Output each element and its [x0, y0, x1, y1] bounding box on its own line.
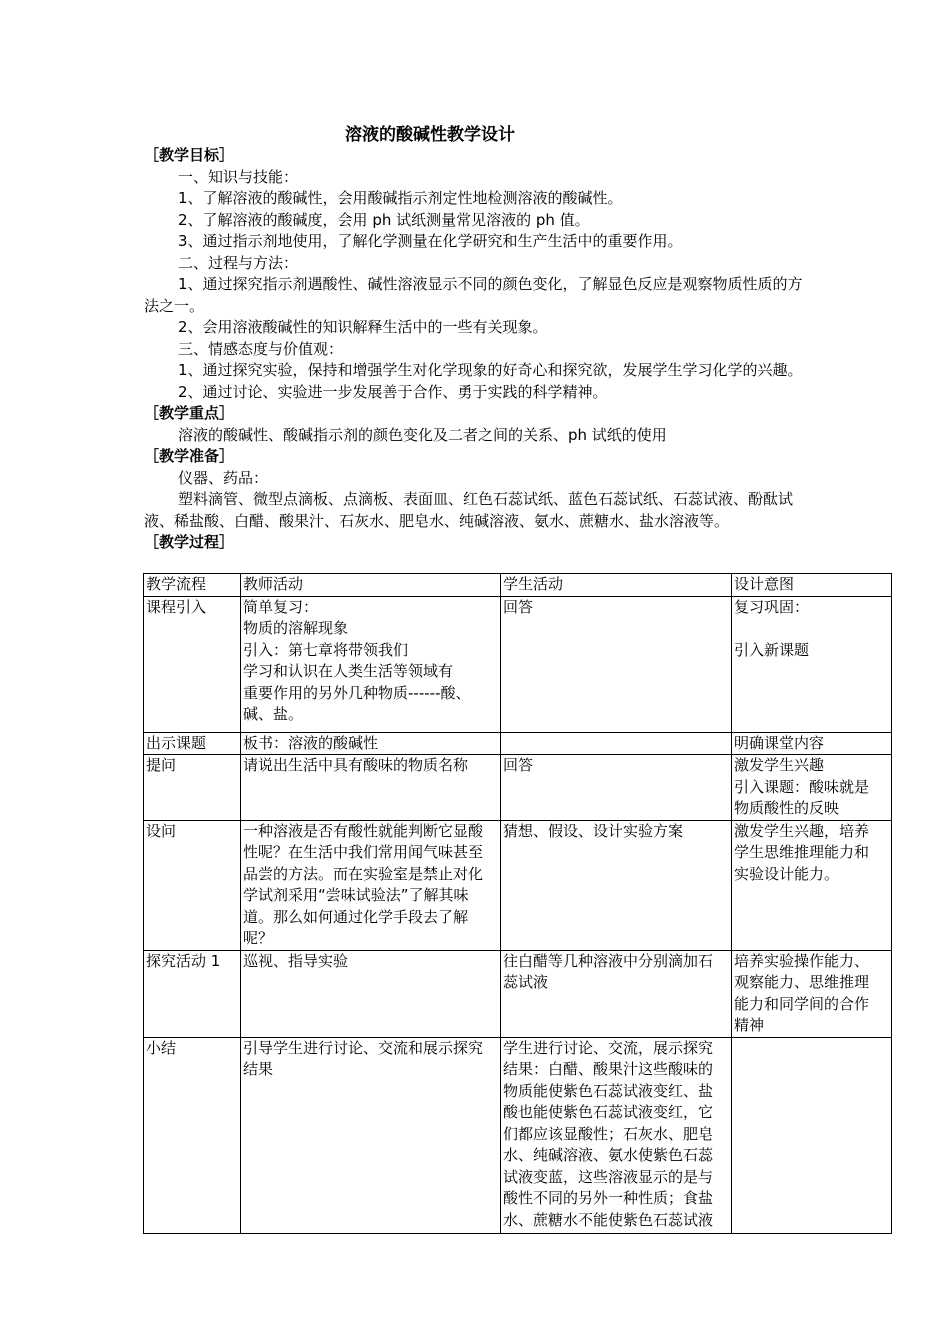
- cell-student-line: 们都应该显酸性；石灰水、肥皂: [503, 1124, 714, 1143]
- cell-teacher-line: 呢？: [243, 929, 274, 947]
- table-row: [144, 820, 892, 950]
- table-row: [144, 755, 892, 821]
- focus-text: 溶液的酸碱性、酸碱指示剂的颜色变化及二者之间的关系、ph 试纸的使用: [178, 425, 667, 444]
- cell-teacher-line: 物质的溶解现象: [243, 619, 349, 637]
- goal-heading: 一、知识与技能：: [178, 167, 299, 186]
- cell-intent-line: 学生思维推理能力和: [734, 843, 870, 861]
- process-label: ［教学过程］: [144, 533, 235, 551]
- cell-flow: 提问: [144, 755, 241, 821]
- cell-student-line: 酸也能使紫色石蕊试液变红，它: [503, 1103, 714, 1121]
- goal-item: 1、通过探究指示剂遇酸性、碱性溶液显示不同的颜色变化，了解显色反应是观察物质性质的方法之一。: [144, 275, 803, 315]
- cell-student-line: 回答: [503, 597, 534, 616]
- cell-flow: 出示课题: [144, 732, 241, 755]
- table-row: [144, 596, 892, 732]
- cell-intent-line: 复习巩固：: [734, 597, 810, 616]
- cell-student-line: 蕊试液: [503, 973, 549, 991]
- cell-student: [501, 732, 732, 755]
- goal-item: 1、通过探究实验，保持和增强学生对化学现象的好奇心和探究欲，发展学生学习化学的兴趣。: [178, 361, 803, 379]
- cell-student-line: 往白醋等几种溶液中分别滴加石: [503, 951, 714, 970]
- cell-teacher-line: 板书：溶液的酸碱性: [243, 733, 379, 752]
- cell-intent-line: 精神: [734, 1016, 765, 1034]
- cell-student: [501, 596, 732, 732]
- cell-teacher-line: 一种溶液是否有酸性就能判断它显酸: [243, 821, 484, 840]
- table-row: [144, 1037, 892, 1233]
- cell-teacher: [241, 1037, 501, 1233]
- cell-student-line: 猜想、假设、设计实验方案: [503, 821, 684, 840]
- header-intent: 设计意图: [732, 574, 892, 597]
- cell-intent-line: [734, 618, 889, 640]
- cell-intent-line: 明确课堂内容: [734, 733, 825, 752]
- cell-student: [501, 1037, 732, 1233]
- header-teacher: 教师活动: [241, 574, 501, 597]
- cell-teacher: [241, 950, 501, 1037]
- cell-flow: 课程引入: [144, 596, 241, 732]
- cell-student-line: 回答: [503, 756, 534, 774]
- prep-text: 塑料滴管、微型点滴板、点滴板、表面皿、红色石蕊试纸、蓝色石蕊试纸、石蕊试液、酚酞试液、稀盐酸、白醋、酸果汁、石灰水、肥皂水、纯碱溶液、氨水、蔗糖水、盐水溶液等。: [144, 490, 794, 530]
- cell-teacher: [241, 732, 501, 755]
- cell-intent-line: 激发学生兴趣，培养: [734, 821, 870, 840]
- cell-teacher-line: 巡视、指导实验: [243, 951, 349, 970]
- cell-student: [501, 820, 732, 950]
- cell-flow: 设问: [144, 820, 241, 950]
- goals-section: [144, 145, 804, 554]
- cell-student-line: [503, 733, 729, 755]
- cell-student-line: 水、纯碱溶液、氨水使紫色石蕊: [503, 1146, 714, 1164]
- goal-item: 2、通过讨论、实验进一步发展善于合作、勇于实践的科学精神。: [178, 382, 608, 401]
- cell-intent-line: 引入课题：酸味就是: [734, 777, 870, 796]
- cell-student-line: 酸性不同的另外一种性质；食盐: [503, 1189, 714, 1207]
- cell-teacher: [241, 755, 501, 821]
- goal-item: 2、了解溶液的酸碱度，会用 ph 试纸测量常见溶液的 ph 值。: [178, 210, 590, 229]
- cell-teacher-line: 结果: [243, 1060, 274, 1078]
- cell-student-line: 水、蔗糖水不能使紫色石蕊试液: [503, 1210, 714, 1229]
- cell-intent-line: 实验设计能力。: [734, 864, 840, 883]
- table-header-row: [144, 574, 892, 597]
- cell-teacher-line: 重要作用的另外几种物质------酸、: [243, 683, 471, 702]
- goal-item: 3、通过指示剂地使用，了解化学测量在化学研究和生产生活中的重要作用。: [178, 232, 683, 250]
- cell-teacher-line: 请说出生活中具有酸味的物质名称: [243, 756, 469, 774]
- focus-label: ［教学重点］: [144, 404, 235, 422]
- cell-intent-line: 培养实验操作能力、: [734, 951, 870, 970]
- cell-intent: [732, 755, 892, 821]
- cell-intent: [732, 732, 892, 755]
- cell-intent-line: 激发学生兴趣: [734, 756, 825, 774]
- prep-label: ［教学准备］: [144, 447, 235, 465]
- cell-teacher-line: 引入：第七章将带领我们: [243, 640, 409, 659]
- cell-teacher-line: 品尝的方法。而在实验室是禁止对化: [243, 864, 484, 883]
- cell-student: [501, 950, 732, 1037]
- cell-intent: [732, 950, 892, 1037]
- cell-teacher: [241, 820, 501, 950]
- cell-teacher-line: 性呢？在生活中我们常用闻气味甚至: [243, 843, 484, 861]
- cell-student-line: 结果：白醋、酸果汁这些酸味的: [503, 1060, 714, 1078]
- cell-teacher-line: 学习和认识在人类生活等领域有: [243, 662, 454, 680]
- process-table: [143, 573, 892, 1234]
- cell-flow: 探究活动 1: [144, 950, 241, 1037]
- goal-item: 1、了解溶液的酸碱性，会用酸碱指示剂定性地检测溶液的酸碱性。: [178, 189, 623, 207]
- cell-intent: [732, 596, 892, 732]
- cell-intent-line: [734, 1038, 889, 1060]
- cell-teacher: [241, 596, 501, 732]
- goal-item: 2、会用溶液酸碱性的知识解释生活中的一些有关现象。: [178, 318, 548, 336]
- goals-label: ［教学目标］: [144, 146, 235, 164]
- cell-teacher-line: 学试剂采用“尝味试验法”了解其味: [243, 886, 469, 904]
- cell-student-line: 学生进行讨论、交流，展示探究: [503, 1038, 714, 1057]
- cell-teacher-line: 简单复习：: [243, 597, 319, 616]
- cell-intent-line: 引入新课题: [734, 640, 810, 659]
- page-title: 溶液的酸碱性教学设计: [345, 125, 515, 145]
- cell-student-line: 物质能使紫色石蕊试液变红、盐: [503, 1081, 714, 1100]
- header-student: 学生活动: [501, 574, 732, 597]
- table-row: [144, 732, 892, 755]
- goal-heading: 三、情感态度与价值观：: [178, 339, 344, 358]
- cell-intent-line: 物质酸性的反映: [734, 799, 840, 817]
- goal-heading: 二、过程与方法：: [178, 253, 299, 272]
- cell-student: [501, 755, 732, 821]
- header-flow: 教学流程: [144, 574, 241, 597]
- table-row: [144, 950, 892, 1037]
- cell-intent-line: 观察能力、思维推理: [734, 973, 870, 991]
- cell-intent: [732, 820, 892, 950]
- cell-teacher-line: 引导学生进行讨论、交流和展示探究: [243, 1038, 484, 1057]
- cell-student-line: 试液变蓝，这些溶液显示的是与: [503, 1167, 714, 1186]
- cell-intent: [732, 1037, 892, 1233]
- cell-intent-line: 能力和同学间的合作: [734, 994, 870, 1013]
- cell-teacher-line: 碱、盐。: [243, 705, 304, 723]
- cell-flow: 小结: [144, 1037, 241, 1233]
- cell-teacher-line: 道。那么如何通过化学手段去了解: [243, 907, 469, 926]
- prep-heading: 仪器、药品：: [178, 468, 269, 487]
